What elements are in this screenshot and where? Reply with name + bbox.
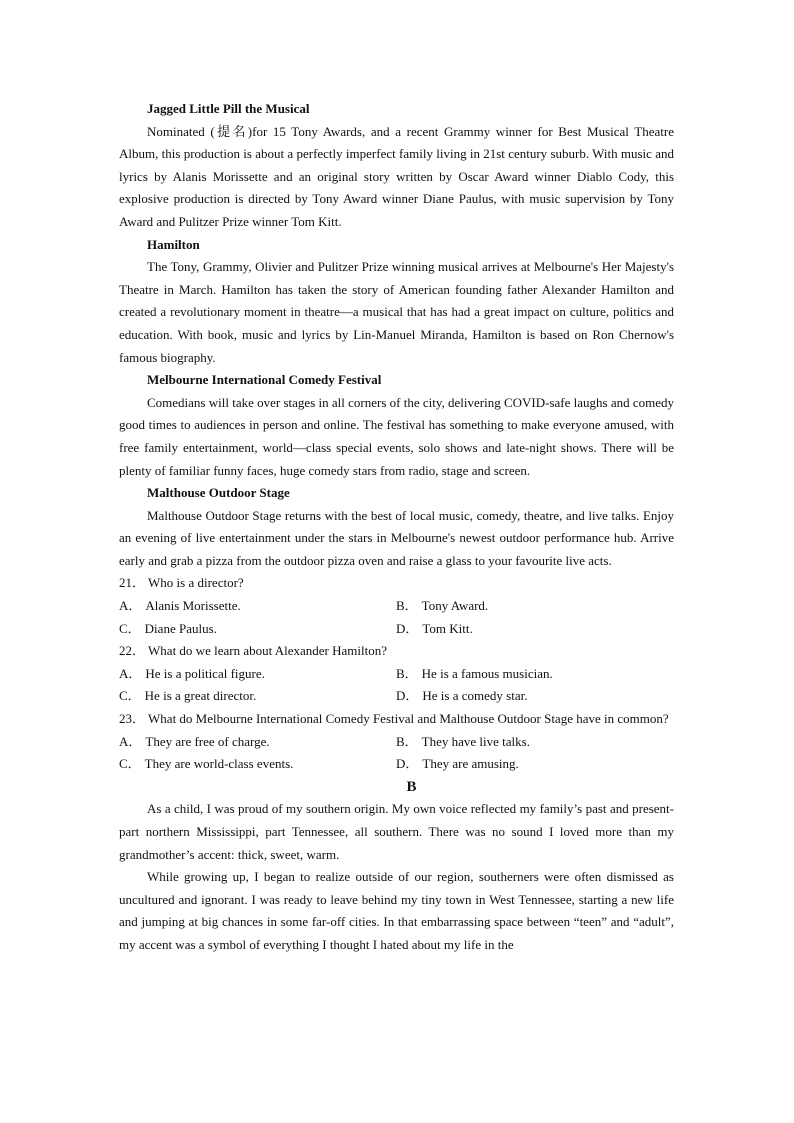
question-stem (119, 572, 674, 595)
passage-comedy-festival (119, 369, 674, 482)
option-c[interactable]: C． Diane Paulus. (119, 620, 217, 636)
option-c[interactable]: C． He is a great director. (119, 688, 257, 704)
option-a[interactable]: A． He is a political figure. (119, 665, 265, 681)
option-d[interactable]: D． He is a comedy star. (396, 688, 528, 704)
passage-title: Jagged Little Pill the Musical (147, 101, 310, 116)
question-text: What do Melbourne International Comedy Festival and Malthouse Outdoor Stage have in common? (148, 711, 669, 727)
question-text: What do we learn about Alexander Hamilton? (148, 643, 388, 659)
passage-title: Hamilton (147, 236, 200, 252)
passage-text: Comedians will take over stages in all corners of the city, delivering COVID-safe laughs and comedy good times to audiences in person and online. The festival has something to make everyone amused, with free family entertainment, world—class special events, solo shows and late-night shows. There will be plenty of familiar funny faces, huge comedy stars from radio, stage and screen. (119, 394, 674, 478)
option-a[interactable]: A． They are free of charge. (119, 733, 270, 749)
passage-hamilton (119, 234, 674, 370)
option-d[interactable]: D． They are amusing. (396, 756, 519, 772)
passage-title: Malthouse Outdoor Stage (147, 485, 290, 501)
passage-text: Nominated (提名)for 15 Tony Awards, and a recent Grammy winner for Best Musical Theatre Album, this production is about a perfectly imperfect family living in 21st century suburb. With music and lyrics by Alanis Morissette and an original story written by Oscar Award winner Diablo Cody, this explosive production is directed by Tony Award winner Diane Paulus, with music supervision by Tony Award and Pulitzer Prize winner Tom Kitt. (119, 123, 674, 229)
passage-title: Melbourne International Comedy Festival (147, 372, 382, 388)
question-23 (119, 708, 674, 776)
question-22 (119, 640, 674, 708)
question-stem (119, 708, 674, 731)
passage-jagged-little-pill (119, 98, 674, 234)
passage-text: Malthouse Outdoor Stage returns with the best of local music, comedy, theatre, and live talks. Enjoy an evening of live entertainment under the stars in Melbourne's newest outdoor performance hub. Arrive early and grab a pizza from the outdoor pizza oven and raise a glass to your favourite live acts. (119, 507, 674, 568)
options (119, 663, 674, 708)
document-page (119, 98, 674, 957)
section-b-paragraph: While growing up, I began to realize outside of our region, southerners were often dismissed as uncultured and ignorant. I was ready to leave behind my tiny town in West Tennessee, starting a new life and jumping at big chances in some far-off cities. In that embarrassing space between “teen” and “adult”, my accent was a symbol of everything I thought I hated about my life in the (119, 869, 674, 952)
section-b-paragraph: As a child, I was proud of my southern origin. My own voice reflected my family’s past and present-part northern Mississippi, part Tennessee, all southern. There was no sound I loved more than my grandmother’s accent: thick, sweet, warm. (119, 801, 674, 862)
section-label: B (406, 778, 417, 795)
question-text: Who is a director? (148, 575, 244, 591)
question-number: 23． (119, 711, 146, 727)
option-c[interactable]: C． They are world-class events. (119, 756, 294, 772)
option-d[interactable]: D． Tom Kitt. (396, 620, 473, 636)
option-b[interactable]: B． He is a famous musician. (396, 665, 553, 681)
passage-text: The Tony, Grammy, Olivier and Pulitzer Prize winning musical arrives at Melbourne's Her Majesty's Theatre in March. Hamilton has taken the story of American founding father Alexander Hamilton and created a revolutionary moment in theatre—a musical that has had a great impact on culture, politics and education. With book, music and lyrics by Lin-Manuel Miranda, Hamilton is based on Ron Chernow's famous biography. (119, 259, 674, 365)
option-a[interactable]: A． Alanis Morissette. (119, 598, 241, 614)
options (119, 595, 674, 640)
question-stem (119, 640, 674, 663)
question-number: 22． (119, 643, 146, 659)
section-b (119, 776, 674, 957)
option-b[interactable]: B． They have live talks. (396, 733, 530, 749)
passage-malthouse (119, 482, 674, 572)
question-21 (119, 572, 674, 640)
option-b[interactable]: B． Tony Award. (396, 598, 489, 614)
question-number: 21． (119, 575, 146, 591)
options (119, 731, 674, 776)
